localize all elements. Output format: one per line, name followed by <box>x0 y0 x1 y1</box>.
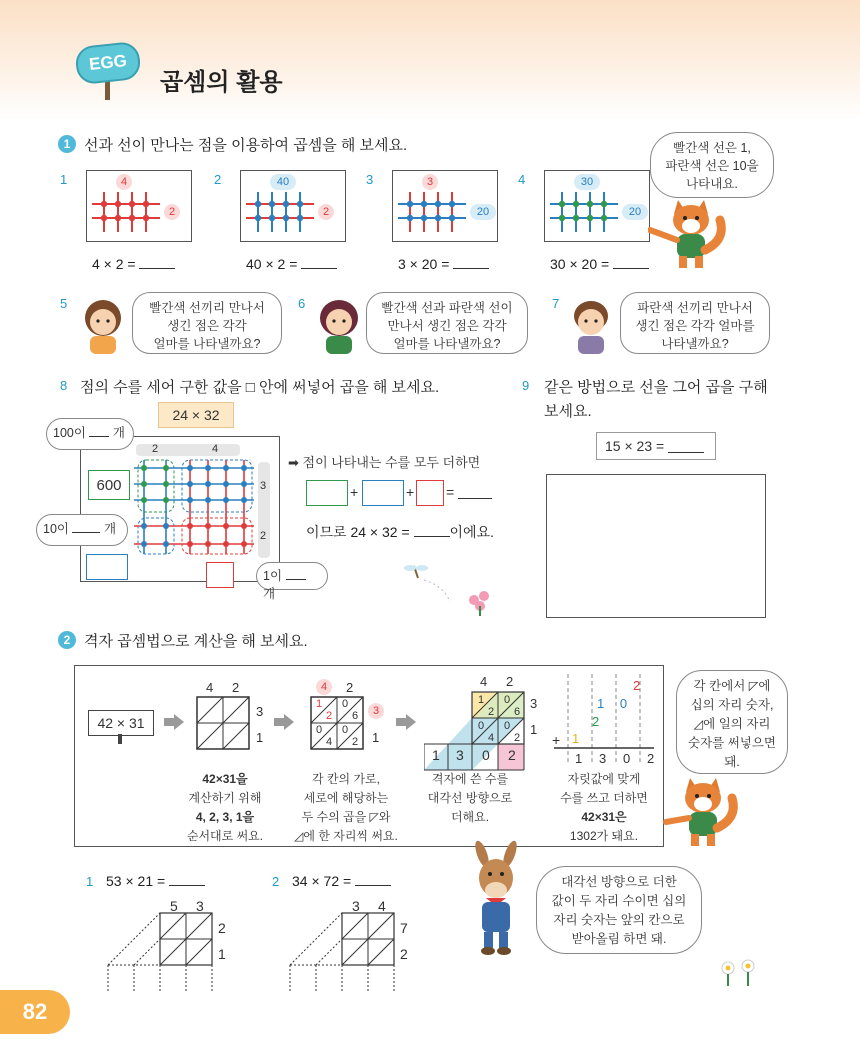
blue-sum-box[interactable] <box>362 480 404 506</box>
q1-answer-blank[interactable] <box>301 256 337 269</box>
bubble-line: 자리 숫자는 앞의 칸으로 <box>553 913 685 927</box>
ex2-side-digit: 7 <box>400 920 408 936</box>
intersection-dot <box>421 215 427 221</box>
grid-dot <box>141 523 147 529</box>
question-9-line2: 보세요. <box>544 403 592 420</box>
caption-line: 더해요. <box>450 810 490 824</box>
step2-cell-digit: 0 <box>342 724 349 736</box>
exercise-2-lattice-grid[interactable] <box>288 912 398 992</box>
ex2-top-digit: 3 <box>352 898 360 914</box>
grid-dot <box>187 497 193 503</box>
ex2-side-digit: 2 <box>400 946 408 962</box>
step3-side-digit: 3 <box>530 696 538 711</box>
intersection-dot <box>407 201 413 207</box>
grid-dot <box>223 465 229 471</box>
bubble-line: ◿에 일의 자리 <box>693 717 771 731</box>
q1-sub-number: 1 <box>60 172 68 187</box>
q9-equation: 15 × 23 = <box>605 438 665 454</box>
fox-character-icon <box>648 190 728 272</box>
exercise-1-number: 1 <box>86 874 94 889</box>
sub-number-9: 9 <box>522 378 530 393</box>
bubble-label: 1이 <box>263 569 283 583</box>
arrow-right-icon <box>274 714 294 730</box>
caption-line: 42×31을 <box>202 772 248 786</box>
unit-label: 개 <box>112 426 125 440</box>
side-count-badge: 2 <box>164 204 180 220</box>
step4-result-digit: 1 <box>575 751 583 766</box>
question-8-text: 점의 수를 세어 구한 값을 □ 안에 써넣어 곱을 해 보세요. <box>80 379 440 396</box>
unit-label: 개 <box>263 587 276 601</box>
q1-answer-blank[interactable] <box>453 256 489 269</box>
step2-top-digit-highlight: 4 <box>316 679 332 695</box>
donkey-character-icon <box>466 840 536 956</box>
exercise-1-equation <box>106 873 205 889</box>
grid-dot <box>205 465 211 471</box>
caption-line: ◿에 한 자리씩 써요. <box>294 829 398 843</box>
question-2-text: 격자 곱셈법으로 계산을 해 보세요. <box>84 633 308 650</box>
intersection-dot <box>283 201 289 207</box>
grid-dot <box>223 523 229 529</box>
grid-dot <box>141 497 147 503</box>
step2-cell-digit: 2 <box>326 710 333 722</box>
grid-dot <box>205 497 211 503</box>
grid-side-label: 2 <box>260 530 267 542</box>
question-6-bubble <box>366 292 528 354</box>
page-number: 82 <box>0 990 70 1034</box>
ex1-side-digit: 1 <box>218 946 226 962</box>
one-count-bubble <box>256 562 328 601</box>
q1-sub-number: 3 <box>366 172 374 187</box>
bubble-line: 나타낼까요? <box>661 337 729 351</box>
grid-dot <box>163 497 169 503</box>
grid-dot <box>241 465 247 471</box>
q9-drawing-area[interactable] <box>546 474 766 618</box>
step3-bottom-digit: 0 <box>482 747 490 763</box>
intersection-dot <box>559 201 565 207</box>
plus-sign: + <box>350 484 359 500</box>
sum-instruction-text: 점이 나타내는 수를 모두 더하면 <box>302 455 481 470</box>
bubble-line: 십의 자리 숫자, <box>690 698 774 712</box>
intersection-dot <box>407 215 413 221</box>
grid-dot <box>241 541 247 547</box>
dot-grid-drawing <box>120 440 280 580</box>
bubble-label: 100이 <box>53 426 86 440</box>
step4-plus-sign: + <box>552 732 561 748</box>
sub-number-5: 5 <box>60 296 68 311</box>
woman-character-icon <box>314 296 364 354</box>
step1-top-digit: 4 <box>206 680 214 695</box>
sub-number-8: 8 <box>60 378 68 393</box>
girl-character-icon <box>78 296 128 354</box>
intersection-dot <box>129 215 135 221</box>
fox-speech-bubble-1 <box>650 132 774 198</box>
grid-dot <box>187 523 193 529</box>
step3-bottom-digit: 3 <box>456 747 464 763</box>
intersection-dot <box>559 215 565 221</box>
q9-answer-blank[interactable] <box>668 440 704 453</box>
q1-equation-text: 30 × 20 = <box>550 256 614 272</box>
q1-equation-text: 40 × 2 = <box>246 256 302 272</box>
intersection-dot <box>573 201 579 207</box>
dot-grid-lines <box>134 460 254 554</box>
ten-count-bubble <box>36 514 128 546</box>
boy-character-icon <box>566 296 616 354</box>
intersection-dot <box>435 215 441 221</box>
bubble-line: 얼마를 나타낼까요? <box>153 337 261 351</box>
step2-side-digit-highlight: 3 <box>368 703 384 719</box>
step2-side-digit: 1 <box>372 730 380 745</box>
question-9-line1: 같은 방법으로 선을 그어 곱을 구해 <box>544 379 768 396</box>
sub-number-7: 7 <box>552 296 560 311</box>
grid-dot <box>163 523 169 529</box>
intersection-dot <box>283 215 289 221</box>
donkey-speech-bubble <box>536 866 702 954</box>
step4-row-digit: 2 <box>633 678 641 693</box>
exercise-1-answer-blank[interactable] <box>169 873 205 886</box>
caption-line: 순서대로 써요. <box>186 829 264 843</box>
caption-line: 격자에 쓴 수를 <box>431 772 509 786</box>
step1-side-digit: 3 <box>256 704 264 719</box>
ex2-top-digit: 4 <box>378 898 386 914</box>
q9-equation-box <box>596 432 716 460</box>
fox-speech-bubble-2 <box>676 670 788 774</box>
intersection-dot <box>601 201 607 207</box>
exercise-1-lattice-grid[interactable] <box>106 912 216 992</box>
grid-dot <box>187 465 193 471</box>
fox-character-icon <box>662 770 742 850</box>
red-answer-box[interactable] <box>206 562 234 588</box>
step3-cell-digit: 2 <box>514 732 521 744</box>
step3-cell-digit: 0 <box>504 694 511 706</box>
q1-equation <box>246 256 337 272</box>
grid-dot <box>141 481 147 487</box>
plus-sign: + <box>406 484 415 500</box>
intersection-dot <box>269 215 275 221</box>
q1-equation <box>398 256 489 272</box>
step1-caption <box>182 770 268 846</box>
dragonfly-flower-icon <box>404 556 504 616</box>
caption-line: 자릿값에 맞게 <box>567 772 641 786</box>
fox-bubble-line: 빨간색 선은 1, <box>673 141 751 155</box>
ex1-top-digit: 5 <box>170 898 178 914</box>
arrow-right-icon <box>164 714 184 730</box>
step3-cell-digit: 0 <box>504 720 511 732</box>
hundred-count-bubble <box>46 418 134 450</box>
step4-caption <box>554 770 654 846</box>
step2-top-digit: 2 <box>346 680 354 695</box>
step2-cell-digit: 2 <box>352 736 359 748</box>
bubble-line: 대각선 방향으로 더한 <box>561 875 677 889</box>
sum-answer-blank[interactable] <box>458 498 492 499</box>
step3-side-digit: 1 <box>530 722 538 737</box>
caption-line: 수를 쓰고 더하면 <box>560 791 648 805</box>
green-value-box: 600 <box>88 470 130 500</box>
expression-label: 24 × 32 <box>158 402 234 428</box>
step4-result-digit: 0 <box>623 751 631 766</box>
step3-cell-digit: 6 <box>514 706 521 718</box>
grid-dot <box>187 481 193 487</box>
step4-row-digit: 1 <box>572 731 580 746</box>
q1-line-grid <box>244 190 324 236</box>
bubble-line: 생긴 점은 각각 얼마를 <box>635 319 755 333</box>
intersection-dot <box>255 215 261 221</box>
bubble-line: 받아올림 하면 돼. <box>571 932 667 946</box>
question-2-number: 2 <box>58 631 76 649</box>
step3-bottom-digit: 2 <box>508 747 516 763</box>
grid-dot <box>163 541 169 547</box>
step4-result-digit: 2 <box>647 751 655 766</box>
exercise-1-text: 53 × 21 = <box>106 873 166 889</box>
q1-equation-text: 3 × 20 = <box>398 256 454 272</box>
grid-top-label: 4 <box>212 443 219 455</box>
step4-result-digit: 3 <box>599 751 607 766</box>
intersection-dot <box>435 201 441 207</box>
ex1-side-digit: 2 <box>218 920 226 936</box>
blue-answer-box[interactable] <box>86 554 128 580</box>
bubble-label: 10이 <box>43 522 69 536</box>
page-title: 곱셈의 활용 <box>160 69 283 96</box>
grid-dot <box>205 481 211 487</box>
bubble-line: 빨간색 선끼리 만나서 <box>149 301 265 315</box>
step2-caption <box>290 770 402 846</box>
step3-cell-digit: 2 <box>488 706 495 718</box>
bubble-line: 생긴 점은 각각 <box>167 319 247 333</box>
bubble-line: 각 칸에서 ◸에 <box>693 679 771 693</box>
green-sum-box[interactable] <box>306 480 348 506</box>
grid-dot <box>223 481 229 487</box>
equals-sign: = <box>446 484 455 500</box>
step3-cell-digit: 1 <box>478 694 485 706</box>
step3-top-digit: 2 <box>506 674 514 689</box>
step3-cell-digit: 4 <box>488 732 495 744</box>
exercise-2-equation <box>292 873 391 889</box>
question-1-text: 선과 선이 만나는 점을 이용하여 곱셈을 해 보세요. <box>84 137 408 154</box>
side-count-badge: 2 <box>318 204 334 220</box>
q1-sub-number: 4 <box>518 172 526 187</box>
step3-bottom-digit: 1 <box>432 747 440 763</box>
step1-top-digit: 2 <box>232 680 240 695</box>
intersection-dot <box>101 215 107 221</box>
caption-line: 4, 2, 3, 1을 <box>195 810 255 824</box>
step3-top-digit: 4 <box>480 674 488 689</box>
intersection-dot <box>297 215 303 221</box>
grid-dot <box>241 497 247 503</box>
top-count-badge: 3 <box>422 174 438 190</box>
intersection-dot <box>587 201 593 207</box>
grid-side-label: 3 <box>260 480 267 492</box>
answer-blank[interactable] <box>286 567 306 580</box>
conclusion-text: 이므로 24 × 32 = <box>306 524 410 540</box>
step3-cell-digit: 0 <box>478 720 485 732</box>
fox-bubble-line: 나타내요. <box>686 177 738 191</box>
step4-row-digit: 1 0 <box>597 696 634 711</box>
top-count-badge: 4 <box>116 174 132 190</box>
grid-top-label: 2 <box>152 443 159 455</box>
arrow-right-icon <box>396 714 416 730</box>
red-sum-box[interactable] <box>416 480 444 506</box>
top-count-badge: 30 <box>574 174 600 190</box>
caption-line: 1302가 돼요. <box>569 829 639 843</box>
intersection-dot <box>115 215 121 221</box>
side-count-badge: 20 <box>622 204 648 220</box>
problem-sign: 42 × 31 <box>88 710 154 736</box>
answer-blank[interactable] <box>72 520 100 533</box>
intersection-dot <box>255 201 261 207</box>
intersection-dot <box>101 201 107 207</box>
q1-answer-blank[interactable] <box>613 256 649 269</box>
step2-cell-digit: 4 <box>326 736 333 748</box>
product-answer-blank[interactable] <box>414 524 450 537</box>
grid-dot <box>223 497 229 503</box>
egg-logo: EGG <box>74 41 142 85</box>
q1-answer-blank[interactable] <box>139 256 175 269</box>
step2-cell-digit: 0 <box>316 724 323 736</box>
flower-decoration-icon <box>716 956 764 986</box>
top-count-badge: 40 <box>270 174 296 190</box>
intersection-dot <box>421 201 427 207</box>
q1-equation <box>550 256 649 272</box>
sum-instruction: ➡ 점이 나타내는 수를 모두 더하면 <box>288 455 481 470</box>
bubble-line: 숫자를 써넣으면 <box>688 736 776 750</box>
intersection-dot <box>143 201 149 207</box>
q1-line-grid <box>548 190 628 236</box>
caption-line: 두 수의 곱을 ◸와 <box>301 810 391 824</box>
q1-equation-text: 4 × 2 = <box>92 256 140 272</box>
grid-dot <box>205 523 211 529</box>
intersection-dot <box>449 201 455 207</box>
grid-dot <box>163 481 169 487</box>
question-5-bubble <box>132 292 282 354</box>
question-1-number: 1 <box>58 135 76 153</box>
bubble-line: 만나서 생긴 점은 각각 <box>387 319 507 333</box>
intersection-dot <box>115 201 121 207</box>
side-count-badge: 20 <box>470 204 496 220</box>
intersection-dot <box>573 215 579 221</box>
unit-label: 개 <box>103 522 117 536</box>
intersection-dot <box>269 201 275 207</box>
sub-number-6: 6 <box>298 296 306 311</box>
step2-cell-digit: 0 <box>342 698 349 710</box>
caption-line: 계산하기 위해 <box>188 791 262 805</box>
conclusion-line <box>306 522 494 542</box>
step2-cell-digit: 6 <box>352 710 359 722</box>
step4-row-digit: 2 <box>592 714 600 729</box>
step1-lattice-grid <box>196 696 250 750</box>
grid-dot <box>187 541 193 547</box>
bubble-line: 돼. <box>724 755 740 769</box>
grid-dot <box>163 465 169 471</box>
caption-line: 세로에 해당하는 <box>303 791 389 805</box>
step1-side-digit: 1 <box>256 730 264 745</box>
grid-dot <box>141 541 147 547</box>
fox-bubble-line: 파란색 선은 10을 <box>665 159 759 173</box>
grid-dot <box>205 541 211 547</box>
sign-post <box>118 734 122 744</box>
intersection-dot <box>143 215 149 221</box>
bubble-line: 빨간색 선과 파란색 선이 <box>381 301 513 315</box>
caption-line: 각 칸의 가로, <box>312 772 380 786</box>
intersection-dot <box>449 215 455 221</box>
ex1-top-digit: 3 <box>196 898 204 914</box>
exercise-2-number: 2 <box>272 874 280 889</box>
intersection-dot <box>587 215 593 221</box>
exercise-2-answer-blank[interactable] <box>355 873 391 886</box>
intersection-dot <box>601 215 607 221</box>
q1-sub-number: 2 <box>214 172 222 187</box>
answer-blank[interactable] <box>89 424 109 437</box>
step2-cell-digit: 1 <box>316 698 323 710</box>
bubble-line: 얼마를 나타낼까요? <box>393 337 501 351</box>
exercise-2-text: 34 × 72 = <box>292 873 352 889</box>
q1-line-grid <box>90 190 170 236</box>
grid-dot <box>141 465 147 471</box>
grid-dot <box>223 541 229 547</box>
bubble-line: 값이 두 자리 수이면 십의 <box>551 894 687 908</box>
question-7-bubble <box>620 292 770 354</box>
bubble-line: 파란색 선끼리 만나서 <box>637 301 753 315</box>
caption-line: 대각선 방향으로 <box>427 791 513 805</box>
q1-line-grid <box>396 190 476 236</box>
grid-dot <box>241 523 247 529</box>
step3-caption <box>420 770 520 827</box>
conclusion-suffix: 이에요. <box>449 524 494 540</box>
q1-equation <box>92 256 175 272</box>
grid-dot <box>241 481 247 487</box>
caption-line: 42×31은 <box>581 810 627 824</box>
intersection-dot <box>297 201 303 207</box>
intersection-dot <box>129 201 135 207</box>
